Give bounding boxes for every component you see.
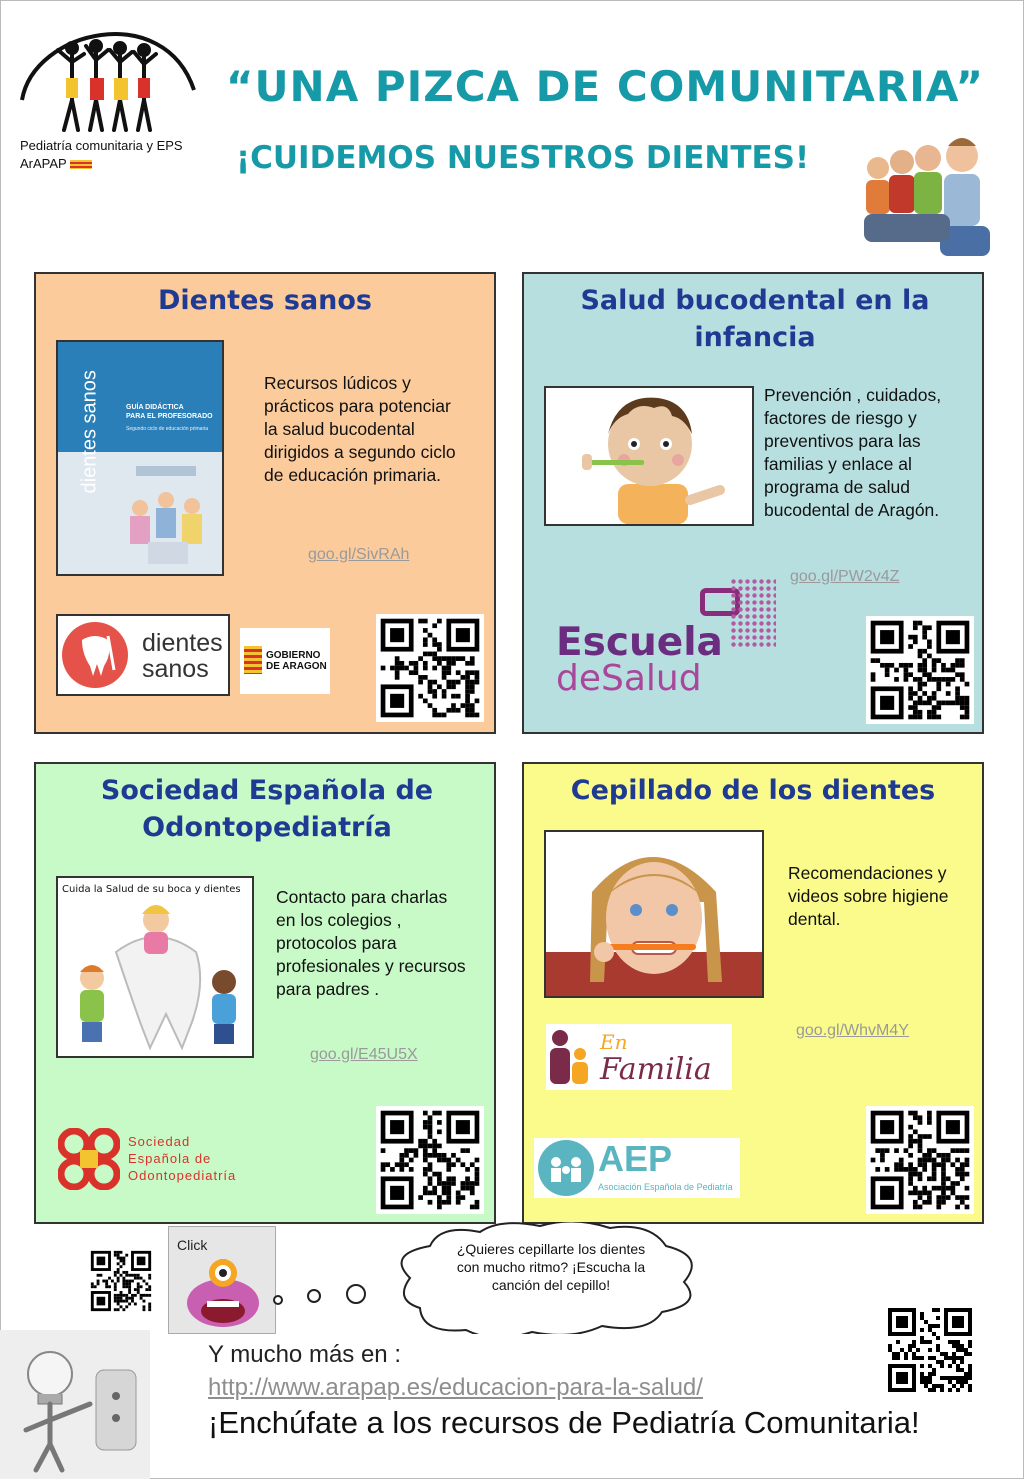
panel-dientes-sanos — [34, 272, 496, 734]
book-cover-word: dientes sanos — [78, 370, 101, 494]
en-familia-logo-familia: Familia — [600, 1052, 712, 1087]
seop-line-2: Española de — [128, 1151, 212, 1166]
page-subtitle: ¡CUIDEMOS NUESTROS DIENTES! — [236, 140, 810, 176]
book-cover-illustration-icon — [118, 460, 218, 570]
en-familia-logo[interactable] — [546, 1024, 732, 1090]
footer-tagline: ¡Enchúfate a los recursos de Pediatría Comunitaria! — [208, 1405, 920, 1440]
gobierno-aragon-logo[interactable] — [240, 628, 330, 694]
qr-code[interactable] — [866, 616, 974, 724]
aep-circle-icon — [538, 1140, 594, 1196]
monster-icon — [183, 1249, 263, 1331]
dientes-sanos-book-cover[interactable] — [56, 340, 224, 576]
seop-line-3: Odontopediatría — [128, 1168, 237, 1183]
seop-mark-icon — [58, 1128, 120, 1190]
click-label: Click — [177, 1237, 208, 1253]
thought-bubble-dots-icon — [270, 1280, 370, 1320]
en-familia-logo-en: En — [600, 1030, 628, 1054]
panel-link[interactable]: goo.gl/WhvM4Y — [796, 1022, 909, 1039]
dancing-figures-logo-icon — [14, 10, 204, 140]
qr-pattern-icon — [866, 1106, 974, 1214]
panel-link[interactable]: goo.gl/SivRAh — [308, 546, 410, 563]
panel-title: Dientes sanos — [157, 285, 373, 316]
escuela-de-salud-logo[interactable] — [550, 574, 780, 714]
gov-text-1: GOBIERNO — [266, 650, 321, 661]
qr-pattern-icon — [376, 1106, 484, 1214]
qr-pattern-icon — [376, 614, 484, 722]
footer-qr-code[interactable] — [884, 1304, 976, 1396]
click-monster-button[interactable] — [168, 1226, 276, 1334]
panel-description: Contacto para charlas en los colegios , protocolos para profesionales y recursos para padres . — [276, 887, 466, 999]
girl-brushing-image[interactable] — [544, 830, 764, 998]
qr-pattern-icon — [866, 616, 974, 724]
logo-line-1: Pediatría comunitaria y EPS — [20, 138, 183, 153]
panel-title: Sociedad Española de Odontopediatría — [100, 775, 434, 843]
aep-title: AEP — [598, 1138, 673, 1179]
plug-robot-image — [0, 1330, 150, 1479]
panel-salud-bucodental — [522, 272, 984, 734]
escuela-logo-text-1: Escuela — [556, 620, 723, 665]
panel-link[interactable]: goo.gl/PW2v4Z — [790, 568, 900, 585]
logo-line-2: ArAPAP — [20, 156, 67, 171]
more-label — [208, 1341, 401, 1369]
escuela-logo-text-2: deSalud — [556, 658, 702, 699]
kids-brushing-image — [850, 128, 1000, 268]
panel-description: Prevención , cuidados, factores de riesgo y preventivos para las familias y enlace al programa de salud bucodental de Aragón. — [764, 385, 942, 520]
song-bubble — [380, 1222, 710, 1334]
dotted-pattern-icon — [730, 578, 776, 648]
panel-description: Recursos lúdicos y prácticos para potenciar la salud bucodental dirigidos a segundo ciclo de educación primaria. — [264, 373, 456, 485]
seop-logo[interactable] — [56, 1126, 266, 1196]
qr-pattern-icon — [88, 1248, 154, 1314]
panel-link[interactable]: goo.gl/E45U5X — [310, 1046, 418, 1063]
arapap-logo — [14, 10, 204, 180]
aep-subtitle: Asociación Española de Pediatría — [598, 1182, 733, 1192]
qr-pattern-icon — [884, 1304, 976, 1396]
dientes-sanos-logo-text-2: sanos — [142, 655, 209, 683]
tooth-logo-icon — [62, 622, 128, 688]
qr-code[interactable] — [866, 1106, 974, 1214]
dientes-sanos-logo[interactable] — [56, 614, 230, 696]
book-cover-line-3: Segundo ciclo de educación primaria — [126, 426, 208, 432]
qr-code[interactable] — [376, 614, 484, 722]
panel-cepillado — [522, 762, 984, 1224]
gov-text-2: DE ARAGON — [266, 661, 327, 672]
song-bubble-text: ¿Quieres cepillarte los dientes con mucho ritmo? ¡Escucha la canción del cepillo! — [456, 1241, 646, 1293]
aragon-flag-icon — [70, 160, 92, 169]
image-caption: Cuida la Salud de su boca y dientes — [62, 884, 241, 895]
seop-line-1: Sociedad — [128, 1134, 191, 1149]
book-cover-line-1: GUÍA DIDÁCTICA — [126, 404, 184, 411]
qr-code[interactable] — [376, 1106, 484, 1214]
baby-brushing-image[interactable] — [544, 386, 754, 526]
children-tooth-image[interactable] — [56, 876, 254, 1058]
panel-description: Recomendaciones y videos sobre higiene dental. — [788, 863, 949, 929]
panel-title: Cepillado de los dientes — [570, 775, 936, 806]
song-qr-code[interactable] — [88, 1248, 154, 1314]
family-figures-icon — [548, 1028, 592, 1086]
resources-url-link[interactable]: http://www.arapap.es/educacion-para-la-salud/ — [208, 1374, 703, 1401]
panel-title: Salud bucodental en la infancia — [580, 285, 930, 353]
book-cover-line-2: PARA EL PROFESORADO — [126, 413, 213, 420]
aragon-shield-icon — [244, 646, 262, 674]
more-label-text: Y mucho más en : — [208, 1341, 401, 1368]
page-title: “UNA PIZCA DE COMUNITARIA” — [225, 62, 985, 111]
panel-sociedad-odontopediatria — [34, 762, 496, 1224]
dientes-sanos-logo-text-1: dientes — [142, 629, 223, 657]
aep-logo[interactable] — [534, 1138, 740, 1198]
